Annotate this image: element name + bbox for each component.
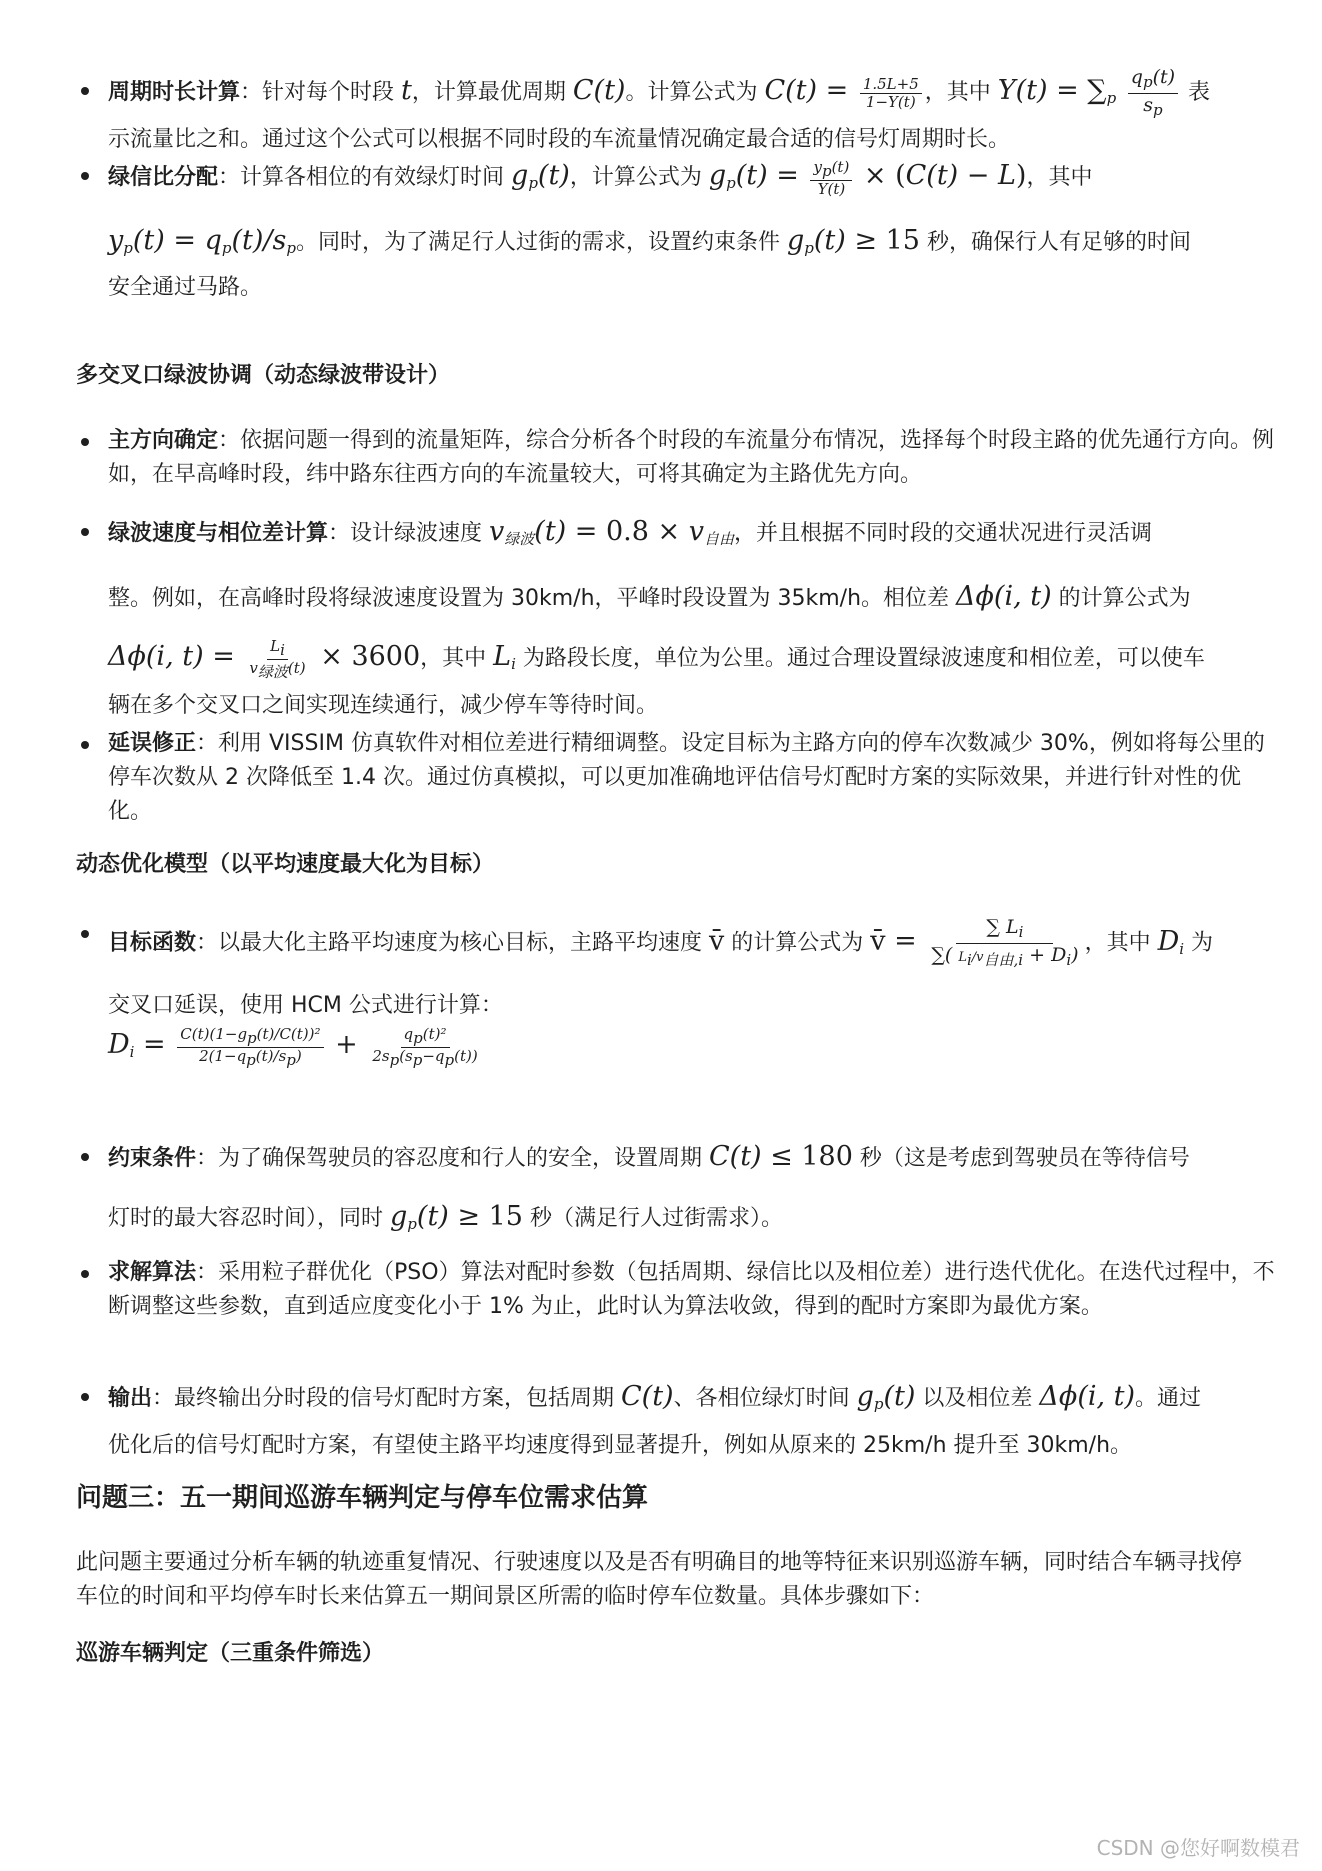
frac-y-Y: $\frac{y_p(t)}{Y(t)}$ xyxy=(810,159,852,198)
math-gpt-eq: $g_p(t)$ = xyxy=(708,160,808,192)
wave-text4: 的计算公式为 xyxy=(1051,586,1191,611)
frac-cycle: $\frac{1.5L+5}{1-Y(t)}$ xyxy=(860,76,922,111)
math-ge15: ≥ 15 xyxy=(845,225,920,256)
objective-text1: ：以最大化主路平均速度为核心目标，主路平均速度 xyxy=(196,930,710,956)
delay-fix-label: 延误修正 xyxy=(108,731,197,756)
list-item-solver xyxy=(76,1256,1280,1324)
cycle-text1: ：针对每个时段 xyxy=(240,80,402,105)
math-gpt-out: $g_p(t)$ xyxy=(856,1381,916,1413)
green-label: 绿信比分配 xyxy=(108,165,219,190)
objective-text4: 为 xyxy=(1184,930,1214,956)
wave-text2: ，并且根据不同时段的交通状况进行灵活调 xyxy=(734,521,1153,546)
cycle-text2: ，计算最优周期 xyxy=(411,80,573,105)
wave-text3: 整。例如，在高峰时段将绿波速度设置为 30km/h，平峰时段设置为 35km/h。相位差 xyxy=(108,586,957,611)
math-dphi-eq: Δϕ(i, t) = xyxy=(108,641,244,672)
green-text1: ：计算各相位的有效绿灯时间 xyxy=(218,165,512,190)
frac-hcm-2: $\frac{q_p(t)^2}{2s_p(s_p-q_p(t))}$ xyxy=(372,1024,478,1069)
math-le180: ≤ 180 xyxy=(761,1141,853,1172)
heading-cruise: 巡游车辆判定（三重条件筛选） xyxy=(76,1641,385,1666)
math-ct: C(t) xyxy=(572,75,626,106)
cycle-text5: 表 xyxy=(1181,80,1211,105)
objective-text3: ，其中 xyxy=(1084,930,1158,956)
math-di-eq: $D_i$ = xyxy=(108,1029,175,1061)
math-3600: × 3600 xyxy=(311,641,421,672)
math-gp-ge: $g_p(t)$ xyxy=(786,225,846,257)
math-vbar-eq: v̄ = xyxy=(870,925,926,957)
math-times: × ( xyxy=(855,160,906,191)
green-text4: 。同时，为了满足行人过街的需求，设置约束条件 xyxy=(295,230,787,255)
output-text2: 、各相位绿灯时间 xyxy=(673,1386,857,1411)
math-li: $L_i$ xyxy=(493,641,516,673)
delay-fix-text: ：利用 VISSIM 仿真软件对相位差进行精细调整。设定目标为主路方向的停车次数减少 30%，例如将每公里的停车次数从 2 次降低至 1.4 次。通过仿真模拟，可以更加准确地评估信号灯配时方案的实际效果，并进行针对性的优化。 xyxy=(108,731,1265,824)
wave-speed-label: 绿波速度与相位差计算 xyxy=(108,521,329,546)
constraint-text2: 秒（这是考虑到驾驶员在等待信号 xyxy=(852,1146,1190,1171)
cycle-label: 周期时长计算 xyxy=(108,80,241,105)
frac-q-s: $\frac{q_p(t)}{s_p}$ xyxy=(1128,66,1178,121)
list-item-output xyxy=(76,1368,1280,1463)
math-v-free: $v_{自由}$ xyxy=(688,516,735,548)
list-item-objective xyxy=(76,916,1280,1074)
wave-text6: 为路段长度，单位为公里。通过合理设置绿波速度和相位差，可以使车 xyxy=(515,646,1205,671)
solver-text: ：采用粒子群优化（PSO）算法对配时参数（包括周期、绿信比以及相位差）进行迭代优化。在迭代过程中，不断调整这些参数，直到适应度变化小于 1% 为止，此时认为算法收敛，得到的配时方案即为最优方案。 xyxy=(108,1260,1275,1319)
cycle-text4: ，其中 xyxy=(924,80,998,105)
math-dphi-out: Δϕ(i, t) xyxy=(1039,1381,1136,1412)
math-ct-out: C(t) xyxy=(621,1381,674,1412)
cycle-text3: 。计算公式为 xyxy=(625,80,765,105)
heading-wave: 多交叉口绿波协调（动态绿波带设计） xyxy=(76,363,451,388)
green-text3: ，其中 xyxy=(1026,165,1093,190)
constraint-label: 约束条件 xyxy=(108,1146,197,1171)
math-v-wave: $v_{绿波}(t)$ xyxy=(489,516,575,548)
output-text4: 。通过 xyxy=(1135,1386,1202,1411)
green-text5: 秒，确保行人有足够的时间 xyxy=(919,230,1191,255)
cycle-text6: 示流量比之和。通过这个公式可以根据不同时段的车流量情况确定最合适的信号灯周期时长。 xyxy=(108,127,1011,152)
math-plus: + xyxy=(326,1029,367,1060)
math-ct-l: C(t) − L xyxy=(905,160,1016,191)
main-dir-label: 主方向确定 xyxy=(108,428,219,453)
math-ct-eq: C(t) = xyxy=(764,75,857,106)
frac-li-v: $\frac{L_i}{v_{绿波}(t)}$ xyxy=(249,636,306,681)
wave-text7: 辆在多个交叉口之间实现连续通行，减少停车等待时间。 xyxy=(108,693,659,718)
objective-label: 目标函数 xyxy=(108,930,197,956)
constraint-text1: ：为了确保驾驶员的容忍度和行人的安全，设置周期 xyxy=(196,1146,710,1171)
output-text3: 以及相位差 xyxy=(915,1386,1040,1411)
objective-text5: 交叉口延误，使用 HCM 公式进行计算： xyxy=(108,993,503,1018)
math-vbar: v̄ xyxy=(709,925,725,957)
math-di: $D_i$ xyxy=(1157,925,1185,958)
heading-dyn: 动态优化模型（以平均速度最大化为目标） xyxy=(76,852,495,877)
heading-q3: 问题三：五一期间巡游车辆判定与停车位需求估算 xyxy=(76,1483,649,1513)
list-item-delay-fix xyxy=(76,727,1280,829)
watermark: CSDN @您好啊数模君 xyxy=(1096,1836,1300,1860)
objective-text2: 的计算公式为 xyxy=(724,930,871,956)
frac-vbar: $\frac{\sum L_i}{\sum( L_i/v_{自由,i} + D_i)}$ xyxy=(931,916,1079,969)
output-text5: 优化后的信号灯配时方案，有望使主路平均速度得到显著提升，例如从原来的 25km/h 提升至 30km/h。 xyxy=(108,1433,1133,1458)
math-gpt: $g_p(t)$ xyxy=(511,160,570,192)
math-ypt: $y_p(t) = q_p(t)/s_p$ xyxy=(108,225,296,257)
list-item-constraint xyxy=(76,1128,1280,1253)
main-dir-text: ：依据问题一得到的流量矩阵，综合分析各个时段的车流量分布情况，选择每个时段主路的优先通行方向。例如，在早高峰时段，纬中路东往西方向的车流量较大，可将其确定为主路优先方向。 xyxy=(108,428,1275,487)
green-text2: ，计算公式为 xyxy=(569,165,709,190)
math-yt: $Y(t) = \sum_p$ xyxy=(997,75,1117,107)
list-item-main-direction xyxy=(76,424,1280,492)
q3-paragraph: 此问题主要通过分析车辆的轨迹重复情况、行驶速度以及是否有明确目的地等特征来识别巡游车辆，同时结合车辆寻找停车位的时间和平均停车时长来估算五一期间景区所需的临时停车位数量。具体步骤如下： xyxy=(76,1550,1243,1609)
math-eq-08: = 0.8 × xyxy=(574,516,689,547)
frac-hcm-1: $\frac{C(t)(1-g_p(t)/C(t))^2}{2(1-q_p(t)/s_p)}$ xyxy=(177,1026,323,1069)
solver-label: 求解算法 xyxy=(108,1260,197,1285)
list-item-green xyxy=(76,147,1280,305)
output-text1: ：最终输出分时段的信号灯配时方案，包括周期 xyxy=(152,1386,622,1411)
constraint-text3: 灯时的最大容忍时间），同时 xyxy=(108,1206,390,1231)
math-close: ) xyxy=(1015,160,1027,191)
math-dphi: Δϕ(i, t) xyxy=(956,581,1052,612)
wave-text1: ：设计绿波速度 xyxy=(328,521,490,546)
constraint-text4: 秒（满足行人过街需求）。 xyxy=(522,1206,783,1231)
list-item-wave-speed xyxy=(76,503,1280,723)
output-label: 输出 xyxy=(108,1386,153,1411)
math-ge15b: ≥ 15 xyxy=(448,1201,523,1232)
wave-text5: ，其中 xyxy=(420,646,494,671)
math-gp-ge2: $g_p(t)$ xyxy=(390,1201,449,1233)
list-item-cycle xyxy=(76,62,1280,157)
math-t: t xyxy=(401,75,412,106)
green-text6: 安全通过马路。 xyxy=(108,275,263,300)
math-ct-le: C(t) xyxy=(709,1141,762,1172)
